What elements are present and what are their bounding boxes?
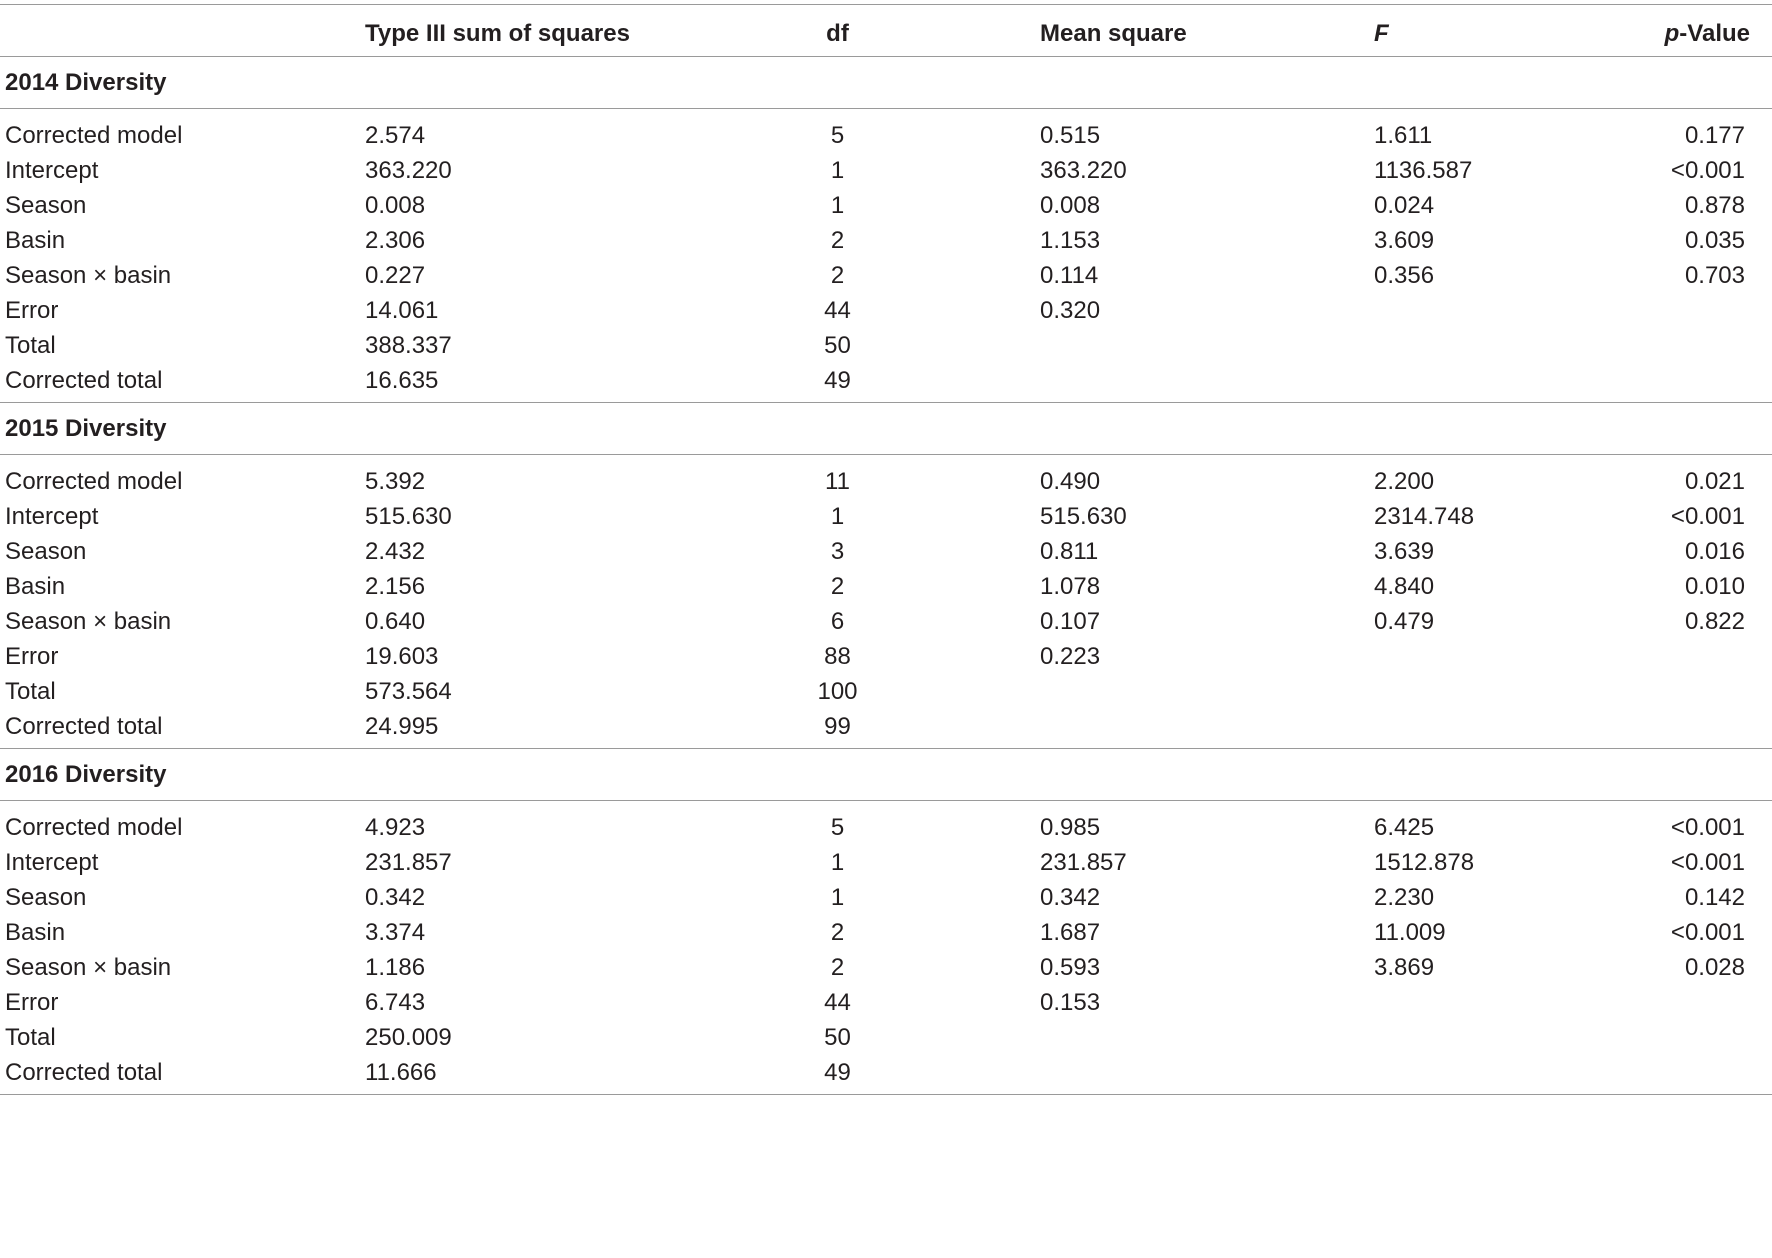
row-source: Basin bbox=[5, 573, 66, 600]
header-df: df bbox=[826, 20, 849, 47]
row-source: Season bbox=[5, 884, 87, 911]
row-df: 1 bbox=[830, 157, 845, 184]
section-top-rule bbox=[0, 748, 1772, 749]
table-row bbox=[0, 843, 1772, 883]
row-p-value: <0.001 bbox=[1670, 849, 1745, 876]
row-sum-of-squares: 0.227 bbox=[365, 262, 426, 289]
table-row bbox=[0, 602, 1772, 642]
row-f: 1512.878 bbox=[1374, 849, 1475, 876]
row-p-value: <0.001 bbox=[1670, 157, 1745, 184]
row-mean-square: 0.811 bbox=[1040, 538, 1099, 565]
row-source: Error bbox=[5, 643, 59, 670]
row-f: 0.356 bbox=[1374, 262, 1435, 289]
row-sum-of-squares: 0.640 bbox=[365, 608, 426, 635]
row-df: 5 bbox=[830, 814, 845, 841]
row-source: Intercept bbox=[5, 849, 99, 876]
row-mean-square: 0.107 bbox=[1040, 608, 1101, 635]
row-df: 99 bbox=[824, 713, 851, 740]
row-p-value: 0.028 bbox=[1684, 954, 1745, 981]
table-row bbox=[0, 186, 1772, 226]
table-bottom-rule bbox=[0, 1094, 1772, 1095]
row-sum-of-squares: 14.061 bbox=[365, 297, 439, 324]
row-df: 100 bbox=[817, 678, 858, 705]
row-source: Corrected total bbox=[5, 713, 163, 740]
section-title-rule bbox=[0, 800, 1772, 801]
row-sum-of-squares: 231.857 bbox=[365, 849, 452, 876]
row-sum-of-squares: 250.009 bbox=[365, 1024, 452, 1051]
row-df: 49 bbox=[824, 1059, 851, 1086]
section-top-rule bbox=[0, 402, 1772, 403]
table-row bbox=[0, 256, 1772, 296]
row-df: 5 bbox=[830, 122, 845, 149]
header-mean-square: Mean square bbox=[1040, 20, 1187, 47]
section-title-row bbox=[0, 755, 1772, 795]
row-df: 2 bbox=[830, 262, 845, 289]
row-mean-square: 363.220 bbox=[1040, 157, 1127, 184]
row-sum-of-squares: 4.923 bbox=[365, 814, 426, 841]
table-row bbox=[0, 291, 1772, 331]
row-mean-square: 0.223 bbox=[1040, 643, 1101, 670]
row-p-value bbox=[1600, 326, 1745, 366]
row-p-value: 0.142 bbox=[1684, 884, 1745, 911]
table-row bbox=[0, 983, 1772, 1023]
section-title-rule bbox=[0, 108, 1772, 109]
table-row bbox=[0, 808, 1772, 848]
row-p-value bbox=[1600, 707, 1745, 747]
header-f-label: F bbox=[1374, 20, 1389, 47]
row-df: 2 bbox=[830, 919, 845, 946]
row-df: 49 bbox=[824, 367, 851, 394]
row-p-value bbox=[1600, 291, 1745, 331]
row-p-value: <0.001 bbox=[1670, 503, 1745, 530]
row-mean-square: 0.320 bbox=[1040, 297, 1101, 324]
row-p-value: 0.177 bbox=[1684, 122, 1745, 149]
row-sum-of-squares: 5.392 bbox=[365, 468, 426, 495]
section-title: 2015 Diversity bbox=[5, 415, 167, 442]
row-source: Corrected total bbox=[5, 1059, 163, 1086]
row-df: 88 bbox=[824, 643, 851, 670]
row-f: 6.425 bbox=[1374, 814, 1435, 841]
row-p-value bbox=[1600, 983, 1745, 1023]
row-df: 3 bbox=[830, 538, 845, 565]
table-row bbox=[0, 1053, 1772, 1093]
row-source: Corrected model bbox=[5, 122, 183, 149]
row-f: 3.609 bbox=[1374, 227, 1435, 254]
table-row bbox=[0, 326, 1772, 366]
row-df: 11 bbox=[825, 468, 850, 495]
row-sum-of-squares: 3.374 bbox=[365, 919, 426, 946]
row-mean-square: 0.985 bbox=[1040, 814, 1101, 841]
header-p-italic: p bbox=[1664, 20, 1680, 47]
header-p-value bbox=[1665, 14, 1750, 54]
row-sum-of-squares: 573.564 bbox=[365, 678, 452, 705]
row-sum-of-squares: 19.603 bbox=[365, 643, 439, 670]
row-df: 1 bbox=[830, 503, 845, 530]
table-row bbox=[0, 532, 1772, 572]
row-p-value bbox=[1600, 1053, 1745, 1093]
row-df: 6 bbox=[830, 608, 845, 635]
row-df: 1 bbox=[830, 192, 845, 219]
row-sum-of-squares: 2.432 bbox=[365, 538, 426, 565]
row-mean-square: 0.490 bbox=[1040, 468, 1101, 495]
row-p-value bbox=[1600, 637, 1745, 677]
row-f: 11.009 bbox=[1374, 919, 1446, 946]
table-row bbox=[0, 567, 1772, 607]
row-f: 0.479 bbox=[1374, 608, 1435, 635]
row-f: 2.200 bbox=[1374, 468, 1435, 495]
row-f: 3.639 bbox=[1374, 538, 1435, 565]
row-f: 1136.587 bbox=[1374, 157, 1473, 184]
row-sum-of-squares: 2.156 bbox=[365, 573, 426, 600]
row-p-value bbox=[1600, 361, 1745, 401]
row-sum-of-squares: 515.630 bbox=[365, 503, 452, 530]
row-mean-square: 1.153 bbox=[1040, 227, 1101, 254]
row-df: 44 bbox=[824, 989, 851, 1016]
row-sum-of-squares: 2.574 bbox=[365, 122, 426, 149]
section-top-rule bbox=[0, 56, 1772, 57]
row-source: Corrected model bbox=[5, 814, 183, 841]
table-row bbox=[0, 361, 1772, 401]
row-f: 2.230 bbox=[1374, 884, 1435, 911]
row-p-value: 0.703 bbox=[1684, 262, 1745, 289]
row-df: 50 bbox=[824, 332, 851, 359]
row-mean-square: 515.630 bbox=[1040, 503, 1127, 530]
section-title: 2014 Diversity bbox=[5, 69, 167, 96]
row-source: Season × basin bbox=[5, 954, 172, 981]
row-source: Season bbox=[5, 192, 87, 219]
row-df: 2 bbox=[830, 954, 845, 981]
row-source: Total bbox=[5, 1024, 56, 1051]
table-row bbox=[0, 878, 1772, 918]
table-row bbox=[0, 221, 1772, 261]
row-source: Season × basin bbox=[5, 262, 172, 289]
row-p-value: 0.878 bbox=[1684, 192, 1745, 219]
row-sum-of-squares: 11.666 bbox=[365, 1059, 437, 1086]
row-df: 44 bbox=[824, 297, 851, 324]
row-df: 2 bbox=[830, 573, 845, 600]
row-f: 4.840 bbox=[1374, 573, 1435, 600]
row-sum-of-squares: 6.743 bbox=[365, 989, 426, 1016]
row-df: 50 bbox=[824, 1024, 851, 1051]
row-source: Season × basin bbox=[5, 608, 172, 635]
row-f: 3.869 bbox=[1374, 954, 1435, 981]
row-p-value bbox=[1600, 672, 1745, 712]
section-title: 2016 Diversity bbox=[5, 761, 167, 788]
row-source: Season bbox=[5, 538, 87, 565]
row-p-value: <0.001 bbox=[1670, 919, 1745, 946]
row-mean-square: 0.593 bbox=[1040, 954, 1101, 981]
header-f bbox=[1374, 14, 1389, 54]
row-source: Basin bbox=[5, 227, 66, 254]
row-sum-of-squares: 24.995 bbox=[365, 713, 439, 740]
table-row bbox=[0, 707, 1772, 747]
row-p-value: <0.001 bbox=[1670, 814, 1745, 841]
row-mean-square: 0.114 bbox=[1040, 262, 1099, 289]
row-sum-of-squares: 363.220 bbox=[365, 157, 452, 184]
row-source: Error bbox=[5, 297, 59, 324]
row-source: Corrected total bbox=[5, 367, 163, 394]
table-header-row bbox=[0, 14, 1772, 54]
row-df: 2 bbox=[830, 227, 845, 254]
row-mean-square: 0.515 bbox=[1040, 122, 1101, 149]
row-df: 1 bbox=[830, 849, 845, 876]
row-source: Intercept bbox=[5, 157, 99, 184]
row-f: 0.024 bbox=[1374, 192, 1435, 219]
row-p-value bbox=[1600, 1018, 1745, 1058]
row-p-value: 0.016 bbox=[1684, 538, 1745, 565]
row-p-value: 0.021 bbox=[1684, 468, 1745, 495]
row-mean-square: 231.857 bbox=[1040, 849, 1127, 876]
row-source: Basin bbox=[5, 919, 66, 946]
row-sum-of-squares: 2.306 bbox=[365, 227, 426, 254]
table-row bbox=[0, 1018, 1772, 1058]
section-title-row bbox=[0, 63, 1772, 103]
row-p-value: 0.010 bbox=[1684, 573, 1745, 600]
section-title-rule bbox=[0, 454, 1772, 455]
table-row bbox=[0, 151, 1772, 191]
row-mean-square: 0.008 bbox=[1040, 192, 1101, 219]
row-sum-of-squares: 388.337 bbox=[365, 332, 452, 359]
row-sum-of-squares: 16.635 bbox=[365, 367, 439, 394]
table-row bbox=[0, 672, 1772, 712]
table-top-rule bbox=[0, 4, 1772, 5]
row-f: 2314.748 bbox=[1374, 503, 1475, 530]
row-f: 1.611 bbox=[1374, 122, 1433, 149]
table-row bbox=[0, 116, 1772, 156]
header-p-rest: -Value bbox=[1679, 20, 1750, 47]
row-mean-square: 0.153 bbox=[1040, 989, 1101, 1016]
row-sum-of-squares: 1.186 bbox=[365, 954, 426, 981]
row-source: Error bbox=[5, 989, 59, 1016]
header-sum-of-squares: Type III sum of squares bbox=[365, 20, 630, 47]
table-row bbox=[0, 497, 1772, 537]
row-p-value: 0.035 bbox=[1684, 227, 1745, 254]
row-p-value: 0.822 bbox=[1684, 608, 1745, 635]
row-mean-square: 1.078 bbox=[1040, 573, 1101, 600]
row-sum-of-squares: 0.342 bbox=[365, 884, 426, 911]
table-row bbox=[0, 948, 1772, 988]
table-row bbox=[0, 913, 1772, 953]
table-row bbox=[0, 462, 1772, 502]
row-mean-square: 1.687 bbox=[1040, 919, 1101, 946]
section-title-row bbox=[0, 409, 1772, 449]
row-source: Total bbox=[5, 678, 56, 705]
row-source: Intercept bbox=[5, 503, 99, 530]
row-mean-square: 0.342 bbox=[1040, 884, 1101, 911]
row-df: 1 bbox=[830, 884, 845, 911]
table-row bbox=[0, 637, 1772, 677]
row-source: Corrected model bbox=[5, 468, 183, 495]
row-sum-of-squares: 0.008 bbox=[365, 192, 426, 219]
row-source: Total bbox=[5, 332, 56, 359]
